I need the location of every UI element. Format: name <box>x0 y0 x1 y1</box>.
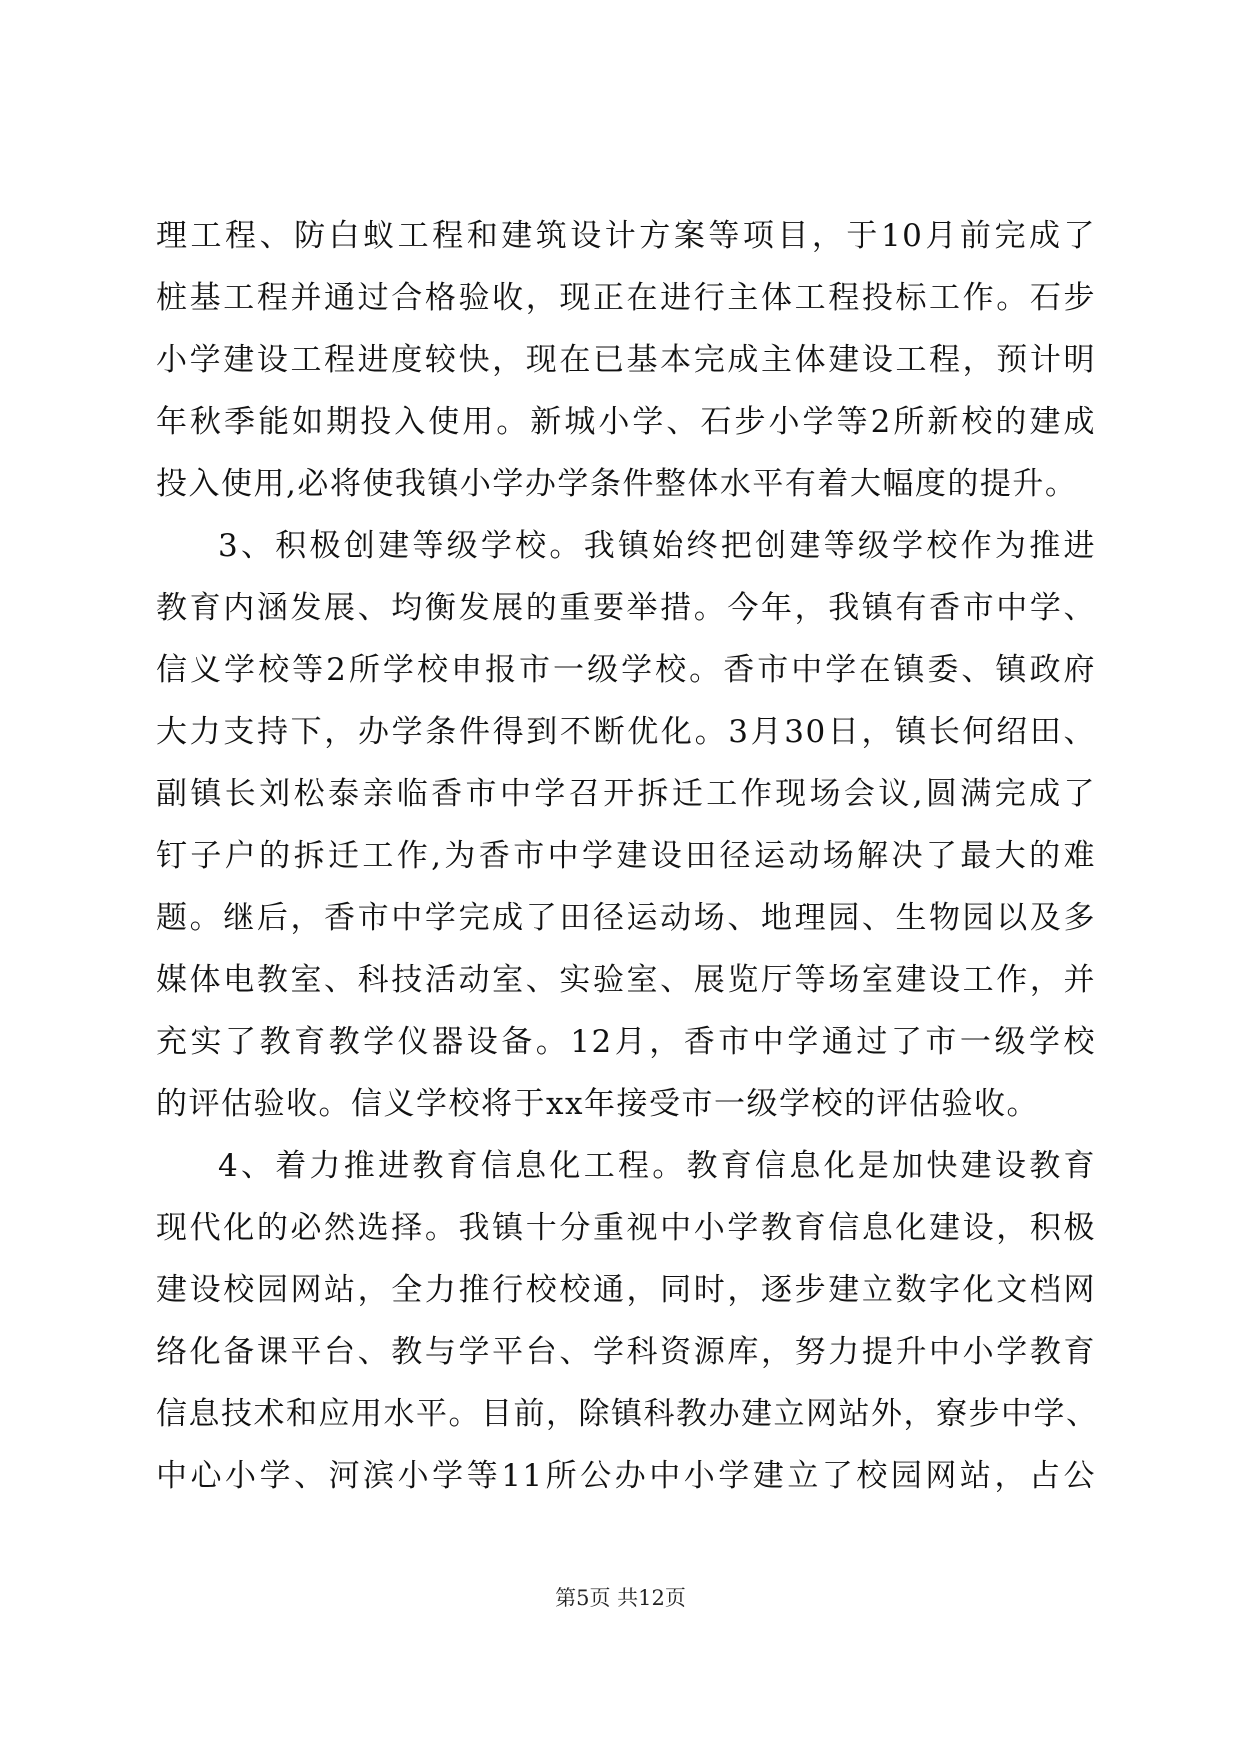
text-line-5: 投入使用,必将使我镇小学办学条件整体水平有着大幅度的提升。 <box>156 466 1078 502</box>
text-line-13: 媒体电教室、科技活动室、实验室、展览厅等场室建设工作，并 <box>156 962 1096 998</box>
text-line-8: 信义学校等2所学校申报市一级学校。香市中学在镇委、镇政府 <box>156 652 1096 688</box>
body-text <box>156 205 1099 1507</box>
text-line-10: 副镇长刘松泰亲临香市中学召开拆迁工作现场会议,圆满完成了 <box>156 776 1096 812</box>
text-line-12: 题。继后，香市中学完成了田径运动场、地理园、生物园以及多 <box>156 900 1096 936</box>
text-line-2: 桩基工程并通过合格验收，现正在进行主体工程投标工作。石步 <box>156 280 1096 316</box>
text-line-11: 钉子户的拆迁工作,为香市中学建设田径运动场解决了最大的难 <box>156 838 1096 874</box>
text-line-1: 理工程、防白蚁工程和建筑设计方案等项目，于10月前完成了 <box>156 218 1096 254</box>
page-footer: 第5页 共12页 <box>555 1586 686 1610</box>
text-line-7: 教育内涵发展、均衡发展的重要举措。今年，我镇有香市中学、 <box>156 590 1096 626</box>
text-line-20: 信息技术和应用水平。目前，除镇科教办建立网站外，寮步中学、 <box>156 1396 1099 1432</box>
text-line-15: 的评估验收。信义学校将于xx年接受市一级学校的评估验收。 <box>156 1086 1039 1122</box>
text-line-19: 络化备课平台、教与学平台、学科资源库，努力提升中小学教育 <box>156 1334 1096 1370</box>
text-line-6-paragraph-start: 3、积极创建等级学校。我镇始终把创建等级学校作为推进 <box>218 528 1096 564</box>
text-line-17: 现代化的必然选择。我镇十分重视中小学教育信息化建设，积极 <box>156 1210 1096 1246</box>
text-line-14: 充实了教育教学仪器设备。12月，香市中学通过了市一级学校 <box>156 1024 1096 1060</box>
text-line-3: 小学建设工程进度较快，现在已基本完成主体建设工程，预计明 <box>156 342 1096 378</box>
text-line-9: 大力支持下，办学条件得到不断优化。3月30日，镇长何绍田、 <box>156 714 1096 750</box>
text-line-16-paragraph-start: 4、着力推进教育信息化工程。教育信息化是加快建设教育 <box>218 1148 1096 1184</box>
text-line-21: 中心小学、河滨小学等11所公办中小学建立了校园网站，占公 <box>156 1458 1096 1494</box>
text-line-18: 建设校园网站，全力推行校校通，同时，逐步建立数字化文档网 <box>156 1272 1096 1308</box>
text-line-4: 年秋季能如期投入使用。新城小学、石步小学等2所新校的建成 <box>156 404 1096 440</box>
